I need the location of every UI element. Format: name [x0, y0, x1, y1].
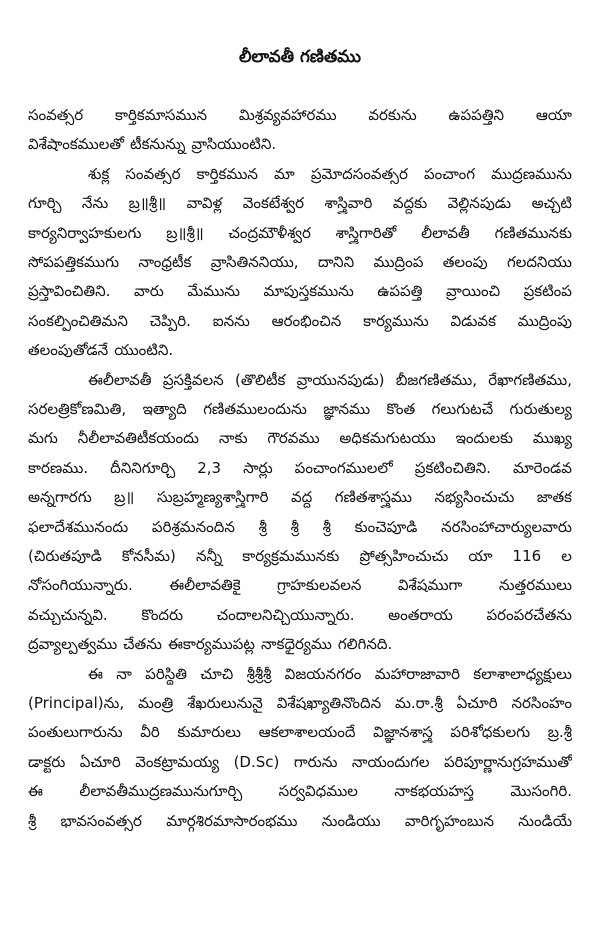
text-line: [28, 427, 572, 449]
word: మంత్రి: [138, 694, 174, 712]
word: గణితశాస్త్రము: [334, 488, 412, 507]
word: చూచి: [200, 664, 234, 683]
word: వీరి: [140, 723, 160, 742]
word: అన్నగారగు: [28, 488, 92, 507]
word: నాకధైర్యము: [260, 635, 332, 654]
word: సర్వవిధముల: [278, 782, 358, 801]
word: కార్యనిర్వాహకులగు: [28, 223, 142, 242]
word: శ్రీశ్రీశ్రీ: [246, 664, 272, 683]
word: శ్రీ: [290, 517, 299, 536]
word: మొసంగిరి.: [510, 782, 572, 801]
word: నా: [116, 664, 132, 683]
word: ముద్రింపు: [517, 311, 572, 330]
text-line: [28, 251, 572, 273]
word: శ్రీ: [28, 811, 37, 830]
word: నేను: [81, 194, 109, 213]
word: కార్యక్రమమునకు: [242, 547, 340, 565]
word: పరంపరచేతను: [486, 605, 572, 624]
word: (తొలిటీక: [235, 370, 286, 389]
word: మహారాజావారి: [374, 664, 460, 683]
word: నరసింహం: [511, 694, 572, 712]
word: విజ్ఞానశాస్త్ర: [373, 723, 433, 742]
word: సుబ్రహ్మణ్యశాస్త్రిగారి: [156, 488, 269, 507]
word: ప్రమోదసంవత్సర: [310, 164, 408, 183]
word: గలదనియు: [506, 253, 572, 271]
word: శేఖరులునునై: [187, 694, 263, 712]
word: వద్దకు: [392, 194, 428, 213]
word: వ్రాసియుంటిని.: [191, 135, 277, 154]
word: సంవత్సర: [125, 164, 181, 183]
word: కలాశాలాధ్యక్షులు: [473, 664, 572, 683]
text-line: [28, 339, 572, 361]
word: శాస్త్రివారి: [324, 194, 373, 213]
word: (D.Sc): [233, 752, 280, 771]
word: గూర్చి: [28, 194, 62, 213]
word: ముద్రింప: [373, 253, 424, 271]
word: ప్రసక్తివలన: [162, 370, 224, 389]
text-line: [28, 398, 572, 420]
word: మార్గశిరమాసారంభము: [166, 811, 298, 830]
word: కుమారులు: [177, 723, 241, 742]
text-line: [28, 104, 572, 126]
word: నుత్తరములు: [498, 576, 572, 595]
word: ఆకలాశాలయందే: [258, 723, 356, 742]
word: శ్రీ: [258, 517, 267, 536]
word: బ్ర.శ్రీ: [547, 723, 572, 742]
word: అధికమగుటయు: [339, 429, 436, 448]
word: నోసంగియున్నారు.: [28, 576, 133, 595]
text-line: [28, 751, 572, 773]
word: విడువక: [450, 311, 496, 330]
word: ద్రవ్యాల్పత్వము: [28, 635, 118, 654]
word: (చిరుతపూడి: [28, 547, 102, 565]
word: గణితములందును: [203, 400, 307, 418]
word: కొంత: [386, 400, 416, 418]
word: బీజగణితము,: [395, 370, 477, 389]
document-title: లీలావతీ గణితము: [238, 47, 362, 67]
word: పంచాంగ: [424, 164, 476, 183]
word: మా: [274, 164, 295, 183]
text-line: [88, 369, 572, 391]
word: ఈకార్యముపట్ల: [167, 635, 255, 654]
word: నరసింహాచార్యులవారు: [441, 517, 572, 536]
word: వరకును: [368, 106, 417, 124]
word: వద్ద: [290, 488, 313, 507]
word: ల: [561, 547, 572, 565]
text-line: [28, 486, 572, 508]
word: డాక్టరు: [28, 752, 66, 771]
word: నుండియు: [321, 811, 381, 830]
word: పరిశ్రమనందిన: [151, 517, 235, 536]
word: సంకల్పించితిమని: [28, 311, 128, 330]
word: మేమును: [187, 282, 240, 301]
word: కార్తికమాసమున: [114, 106, 208, 124]
text-line: [28, 310, 572, 332]
word: మారెండవ: [513, 458, 572, 477]
word: శాస్త్రిగారితో: [335, 223, 397, 242]
word: చేతను: [123, 635, 162, 654]
word: వెంకట్రామయ్య: [135, 752, 220, 771]
text-line: [28, 222, 572, 244]
word: జాతక: [536, 488, 572, 507]
word: ఈ: [28, 782, 43, 801]
word: విశేషాంకములతో: [28, 135, 124, 154]
word: ఆరంభించిన: [271, 311, 342, 330]
word: జ్ఞానము: [323, 400, 371, 418]
word: చెప్పిరి.: [149, 311, 191, 330]
word: ఉపపత్తి: [377, 282, 423, 301]
word: యుంటిని.: [114, 341, 174, 360]
word: వచ్చుచున్నవి.: [28, 605, 108, 624]
word: గారును: [293, 752, 338, 771]
text-line: [28, 721, 572, 743]
word: నాకు: [218, 429, 248, 448]
word: వ్రాయించి: [445, 282, 501, 301]
word: ఉపపత్తిని: [448, 106, 505, 124]
word: సోపపత్తికముగు: [28, 253, 120, 271]
word: ఇత్యాది: [142, 400, 187, 418]
word: తలంపు: [442, 253, 488, 271]
word: నాంధ్రటీక: [138, 253, 192, 271]
word: టీకనున్ను: [130, 135, 186, 154]
word: వారు: [134, 282, 164, 301]
word: విశేషఖ్యాతినొందిన: [276, 694, 382, 712]
word: పరిస్థితి: [145, 664, 187, 683]
word: సార్లు: [243, 458, 273, 477]
word: చంద్రమౌళీశ్వర: [228, 223, 311, 242]
word: వెంకటేశ్వర: [242, 194, 305, 213]
word: అంతరాయ: [388, 605, 453, 624]
word: బ్ర॥శ్రీ॥: [128, 194, 167, 213]
word: బ్ర॥: [114, 488, 135, 507]
word: ఐనను: [212, 311, 250, 330]
text-line: [28, 516, 572, 538]
word: నాయందుగల: [351, 752, 430, 771]
word: వారిగృహంబున: [404, 811, 495, 830]
word: మగు: [28, 429, 58, 448]
word: నీలీలావతిటీకయందు: [77, 429, 199, 448]
text-line: [28, 545, 572, 567]
word: 116: [512, 547, 542, 565]
word: ఏచూరి: [79, 752, 121, 771]
word: కార్తికమున: [196, 164, 258, 183]
text-line: [28, 633, 572, 655]
word: వ్రాసితిననియు,: [210, 253, 299, 271]
word: శ్రీ: [322, 517, 331, 536]
text-line: [88, 663, 572, 685]
word: బ్ర॥శ్రీ॥: [166, 223, 204, 242]
word: ఈలీలావతికై: [169, 576, 241, 595]
text-line: [28, 457, 572, 479]
word: గ్రాహకులవలన: [277, 576, 362, 595]
word: దీనినిగూర్చి: [110, 458, 176, 477]
word: 2,3: [197, 458, 222, 477]
word: యా: [468, 547, 493, 565]
word: అచ్చటి: [531, 194, 572, 213]
text-line: [28, 133, 572, 155]
word: గలిగినది.: [337, 635, 393, 654]
word: ప్రకటించితిని.: [414, 458, 491, 477]
word: కారణము.: [28, 458, 89, 477]
word: కుంచెపూడి: [354, 517, 418, 536]
word: నభ్యసించుచు: [434, 488, 515, 507]
word: సంవత్సర: [28, 106, 84, 124]
word: దానిని: [317, 253, 355, 271]
text-line: [28, 692, 572, 714]
word: ప్రస్తావించితిని.: [28, 282, 111, 301]
word: కోనసీమ): [121, 547, 176, 565]
word: ఆయా: [535, 106, 572, 124]
word: భావసంవత్సర: [60, 811, 142, 830]
word: మాపుస్తకమును: [263, 282, 354, 301]
text-line: [88, 163, 572, 185]
word: లీలావతీముద్రణమునుగూర్చి: [79, 782, 243, 801]
word: ప్రకటింప: [523, 282, 572, 301]
word: పరిపూర్ణానుగ్రహముతో: [444, 752, 572, 771]
word: చందాలనిచ్చియున్నారు.: [216, 605, 355, 624]
text-line: [28, 280, 572, 302]
word: గణితమునకు: [494, 223, 572, 242]
word: నుండియే: [518, 811, 572, 830]
word: ఏచూరి: [456, 694, 498, 712]
word: పంచాంగములలో: [294, 458, 393, 477]
word: మిశ్రవ్యవహారము: [238, 106, 337, 124]
word: ముద్రణమును: [491, 164, 572, 183]
word: పంతులుగారును: [28, 723, 123, 742]
word: ఈలీలావతీ: [88, 370, 152, 389]
word: నన్నీ: [196, 547, 223, 565]
word: గౌరవము: [267, 429, 320, 448]
text-line: [28, 810, 572, 832]
text-line: [28, 780, 572, 802]
text-line: [28, 604, 572, 626]
word: ఈ: [88, 664, 103, 683]
word: పరిశోధకులగు: [450, 723, 531, 742]
word: మ.రా.శ్రీ: [395, 694, 443, 712]
word: విజయనగరం: [284, 664, 362, 683]
word: శుక్ల: [88, 164, 110, 183]
word: వ్రాయునపుడు): [296, 370, 385, 389]
word: రేఖాగణితము,: [488, 370, 572, 389]
word: ప్రోత్సహించుచు: [359, 547, 449, 565]
word: లీలావతీ: [421, 223, 470, 242]
word: ముఖ్య: [532, 429, 572, 448]
word: వెల్లినపుడు: [447, 194, 512, 213]
word: ఫలాదేశమునందు: [28, 517, 129, 536]
text-line: [28, 192, 572, 214]
word: గలుగుటచే: [431, 400, 494, 418]
word: కొందరు: [141, 605, 184, 624]
word: విశేషముగా: [397, 576, 463, 595]
word: కార్యమును: [363, 311, 429, 330]
word: సరలత్రికోణమితి,: [28, 400, 127, 418]
text-line: [28, 574, 572, 596]
word: ఇందులకు: [455, 429, 513, 448]
word: వావిళ్ల: [186, 194, 223, 213]
word: నాకభయహస్త: [394, 782, 474, 801]
word: (Principal)ను,: [28, 694, 125, 712]
word: తలంపుతోడనే: [28, 341, 109, 360]
word: గురుతుల్య: [509, 400, 572, 418]
